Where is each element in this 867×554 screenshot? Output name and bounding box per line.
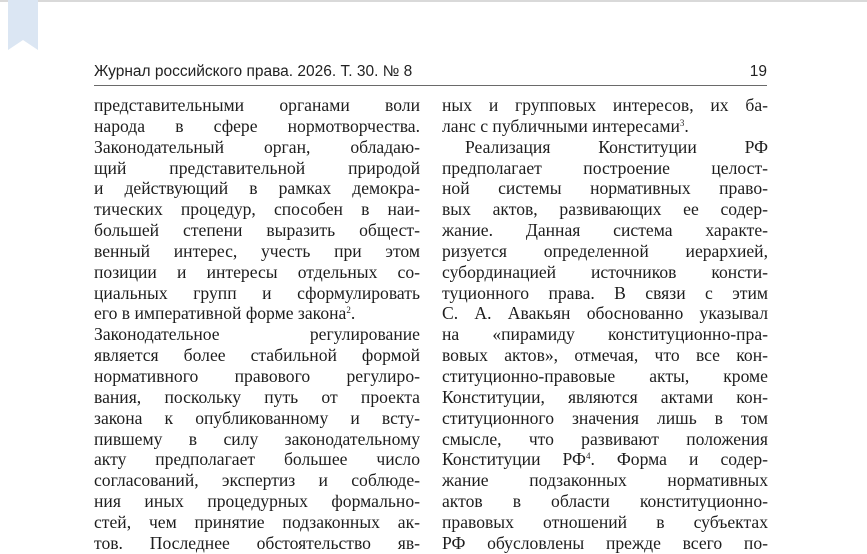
- line-text: ной системы нормативных право-: [442, 178, 768, 199]
- text-line: [94, 512, 420, 533]
- line-text: акту предполагает большее число: [94, 449, 420, 470]
- line-text: представительными органами воли: [94, 95, 420, 115]
- footnote-marker[interactable]: 2: [346, 305, 351, 316]
- line-text: закона к опубликованному и всту-: [94, 407, 420, 428]
- text-line: [442, 241, 768, 262]
- text-line: [442, 178, 768, 199]
- page-number: 19: [749, 63, 767, 80]
- text-line: [442, 345, 768, 366]
- text-line: [442, 366, 768, 387]
- line-text: щий представительной природой: [94, 157, 420, 178]
- line-text: вых актов, развивающих ее содер-: [442, 199, 768, 220]
- line-text: С. А. Авакьян обоснованно указывал: [442, 303, 768, 324]
- bookmark-ribbon-icon[interactable]: [8, 0, 38, 50]
- text-line: [442, 470, 768, 491]
- line-text: Законодательный орган, обладаю-: [94, 136, 420, 157]
- line-text: Конституции РФ: [442, 449, 586, 470]
- line-text: смысле, что развивают положения: [442, 428, 768, 449]
- text-line: его в императивной форме закона$^2$.: [94, 303, 356, 324]
- text-line: [442, 137, 768, 158]
- text-line: [94, 470, 420, 491]
- line-text: актов в области конституционно-: [442, 491, 768, 512]
- line-text: на «пирамиду конституционно-пра-: [442, 324, 768, 345]
- line-text: нормативного правового регулиро-: [94, 365, 420, 386]
- line-text-tail: . Форма и содер-: [590, 449, 769, 470]
- text-line: [442, 303, 768, 324]
- text-line: [442, 449, 768, 470]
- text-line: [94, 95, 420, 116]
- text-line: [442, 491, 768, 512]
- text-line: [94, 178, 420, 199]
- line-text: ных и групповых интересов, их ба-: [442, 95, 768, 115]
- text-line: [442, 95, 768, 116]
- line-text: ния иных процедурных формально-: [94, 491, 420, 512]
- text-line: [442, 158, 768, 179]
- text-line: [442, 533, 768, 554]
- line-text: согласований, экспертиз и соблюде-: [94, 470, 420, 491]
- line-text: Законодательное регулирование: [94, 324, 420, 345]
- line-text: и действующий в рамках демокра-: [94, 178, 420, 199]
- bookmark-shape: [8, 0, 38, 50]
- text-line: [442, 512, 768, 533]
- line-text: тов. Последнее обстоятельство яв-: [94, 532, 420, 553]
- text-line: ланс с публичными интересами$^3$.: [442, 115, 689, 136]
- line-text: стей, чем принятие подзаконных ак-: [94, 511, 420, 532]
- text-line: [94, 199, 420, 220]
- line-text: его в императивной форме закона: [94, 303, 347, 324]
- text-line: [94, 220, 420, 241]
- line-text: является более стабильной формой: [94, 345, 420, 366]
- text-line: [442, 429, 768, 450]
- line-text: туционного права. В связи с этим: [442, 282, 768, 303]
- line-text: народа в сфере нормотворчества.: [94, 115, 420, 136]
- text-line: [94, 283, 420, 304]
- running-header: [94, 63, 767, 85]
- line-text: ституционно-правовые акты, кроме: [442, 365, 768, 386]
- line-text: вовых актов», отмечая, что все кон-: [442, 345, 768, 366]
- line-text: РФ обусловлены прежде всего по-: [442, 532, 768, 553]
- line-text: правовых отношений в субъектах: [442, 511, 768, 532]
- line-text: предполагает построение целост-: [442, 157, 768, 178]
- text-line: [94, 324, 420, 345]
- footnote-marker[interactable]: 3: [679, 117, 685, 128]
- line-text: большей степени выразить общест-: [94, 220, 420, 241]
- text-line: [442, 408, 768, 429]
- text-line: [94, 345, 420, 366]
- text-line: [94, 429, 420, 450]
- line-text: циальных групп и сформулировать: [94, 282, 420, 303]
- line-text: ризуется определенной иерархией,: [442, 240, 768, 261]
- top-border: [0, 0, 867, 2]
- line-text: Конституции, являются актами кон-: [442, 386, 768, 407]
- text-line: [442, 199, 768, 220]
- text-line: [94, 116, 420, 137]
- text-line: [94, 408, 420, 429]
- text-line: [94, 491, 420, 512]
- line-text: позиции и интересы отдельных со-: [94, 261, 420, 282]
- text-line: [94, 262, 420, 283]
- text-line: [94, 366, 420, 387]
- text-line: [442, 262, 768, 283]
- text-line: [442, 387, 768, 408]
- text-line: [442, 324, 768, 345]
- text-line: [94, 137, 420, 158]
- line-text: жание подзаконных нормативных: [442, 470, 768, 491]
- line-text: ституционного значения лишь в том: [442, 407, 768, 428]
- text-line: [442, 220, 768, 241]
- journal-citation: Журнал российского права. 2026. Т. 30. № 8: [94, 63, 413, 80]
- line-text: пившему в силу законодательному: [94, 428, 420, 449]
- text-line: [94, 449, 420, 470]
- text-line: [94, 241, 420, 262]
- line-text: Реализация Конституции РФ: [465, 136, 768, 157]
- left-text-column: [94, 95, 420, 554]
- line-text: вания, поскольку путь от проекта: [94, 386, 420, 407]
- line-text: тических процедур, способен в наи-: [94, 199, 420, 220]
- footnote-marker[interactable]: 4: [585, 451, 591, 462]
- line-text: жание. Данная система характе-: [442, 220, 768, 241]
- line-text: субординацией источников консти-: [442, 261, 768, 282]
- text-line: [94, 387, 420, 408]
- text-line: [94, 158, 420, 179]
- header-rule: [94, 85, 767, 86]
- text-line: [442, 283, 768, 304]
- text-line: [94, 533, 420, 554]
- line-text: венный интерес, учесть при этом: [94, 240, 420, 261]
- right-text-column: [442, 95, 768, 554]
- line-text: ланс с публичными интересами: [442, 115, 680, 136]
